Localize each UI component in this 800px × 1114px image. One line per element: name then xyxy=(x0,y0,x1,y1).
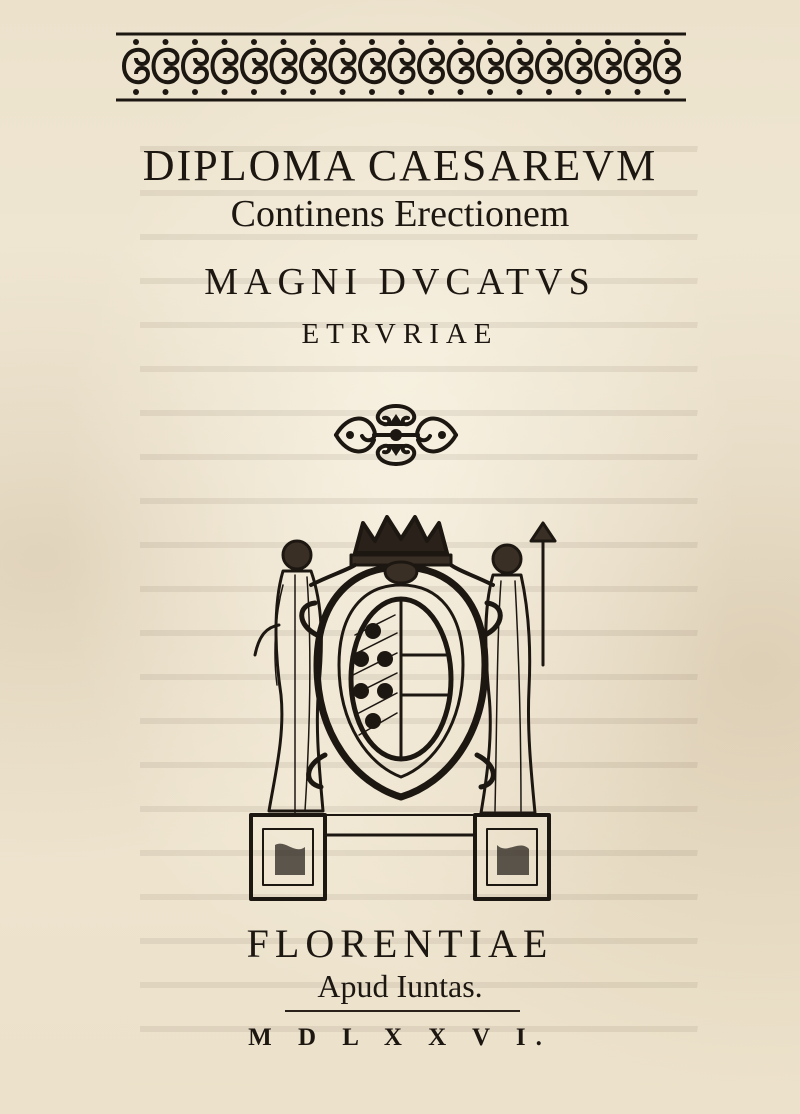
headpiece-dot xyxy=(458,89,464,95)
headpiece-scroll xyxy=(596,50,620,82)
headpiece-scroll xyxy=(655,50,679,82)
title-line-1: DIPLOMA CAESAREVM xyxy=(142,141,658,190)
headpiece-scroll xyxy=(390,50,414,82)
headpiece-dot xyxy=(163,89,169,95)
headpiece-dot xyxy=(428,89,434,95)
headpiece-scroll xyxy=(626,50,650,82)
headpiece-scroll xyxy=(508,50,532,82)
headpiece-scroll xyxy=(567,50,591,82)
title-line-2: Continens Erectionem xyxy=(230,193,570,235)
headpiece-dot xyxy=(369,89,375,95)
headpiece-dot xyxy=(281,89,287,95)
headpiece-dot xyxy=(192,39,198,45)
headpiece-dot xyxy=(635,89,641,95)
title-line-4: ETRVRIAE xyxy=(301,318,499,350)
headpiece-scroll xyxy=(449,50,473,82)
divider-rule xyxy=(285,1010,520,1012)
headpiece-scroll xyxy=(242,50,266,82)
headpiece-dot xyxy=(517,39,523,45)
headpiece-scroll xyxy=(213,50,237,82)
headpiece-scroll xyxy=(183,50,207,82)
imprint-year: M D L X X V I. xyxy=(248,1024,552,1051)
headpiece-dot xyxy=(635,39,641,45)
headpiece-scroll xyxy=(331,50,355,82)
headpiece-dot xyxy=(605,89,611,95)
headpiece-dot xyxy=(222,39,228,45)
headpiece-scroll xyxy=(360,50,384,82)
printer-device-coat-of-arms xyxy=(245,515,557,905)
headpiece-scroll xyxy=(301,50,325,82)
fleuron-ornament xyxy=(328,400,464,470)
headpiece-dot xyxy=(133,39,139,45)
headpiece-dot xyxy=(487,89,493,95)
headpiece-dot xyxy=(163,39,169,45)
headpiece-dot xyxy=(576,89,582,95)
headpiece-dot xyxy=(546,39,552,45)
headpiece-dot xyxy=(605,39,611,45)
headpiece-dot xyxy=(340,39,346,45)
headpiece-dot xyxy=(251,39,257,45)
headpiece-scroll xyxy=(478,50,502,82)
headpiece-dot xyxy=(369,39,375,45)
headpiece-dot xyxy=(664,89,670,95)
headpiece-dot xyxy=(517,89,523,95)
headpiece-dot xyxy=(310,39,316,45)
headpiece-dot xyxy=(281,39,287,45)
headpiece-dot xyxy=(192,89,198,95)
headpiece-dot xyxy=(487,39,493,45)
headpiece-dot xyxy=(664,39,670,45)
imprint-printer: Apud Iuntas. xyxy=(317,968,483,1004)
headpiece-dot xyxy=(251,89,257,95)
imprint-place: FLORENTIAE xyxy=(246,921,554,966)
headpiece-dot xyxy=(428,39,434,45)
headpiece-dot xyxy=(399,89,405,95)
headpiece-scroll xyxy=(272,50,296,82)
headpiece-dot xyxy=(399,39,405,45)
headpiece-dot xyxy=(576,39,582,45)
title-line-3: MAGNI DVCATVS xyxy=(204,261,596,303)
headpiece-dot xyxy=(310,89,316,95)
headpiece-scroll xyxy=(154,50,178,82)
headpiece-dot xyxy=(222,89,228,95)
headpiece-scroll xyxy=(419,50,443,82)
headpiece-scroll xyxy=(537,50,561,82)
headpiece-scroll xyxy=(124,50,148,82)
headpiece-dot xyxy=(340,89,346,95)
headpiece-dot xyxy=(458,39,464,45)
headpiece-dot xyxy=(133,89,139,95)
headpiece-dot xyxy=(546,89,552,95)
headpiece-ornament xyxy=(112,26,690,108)
